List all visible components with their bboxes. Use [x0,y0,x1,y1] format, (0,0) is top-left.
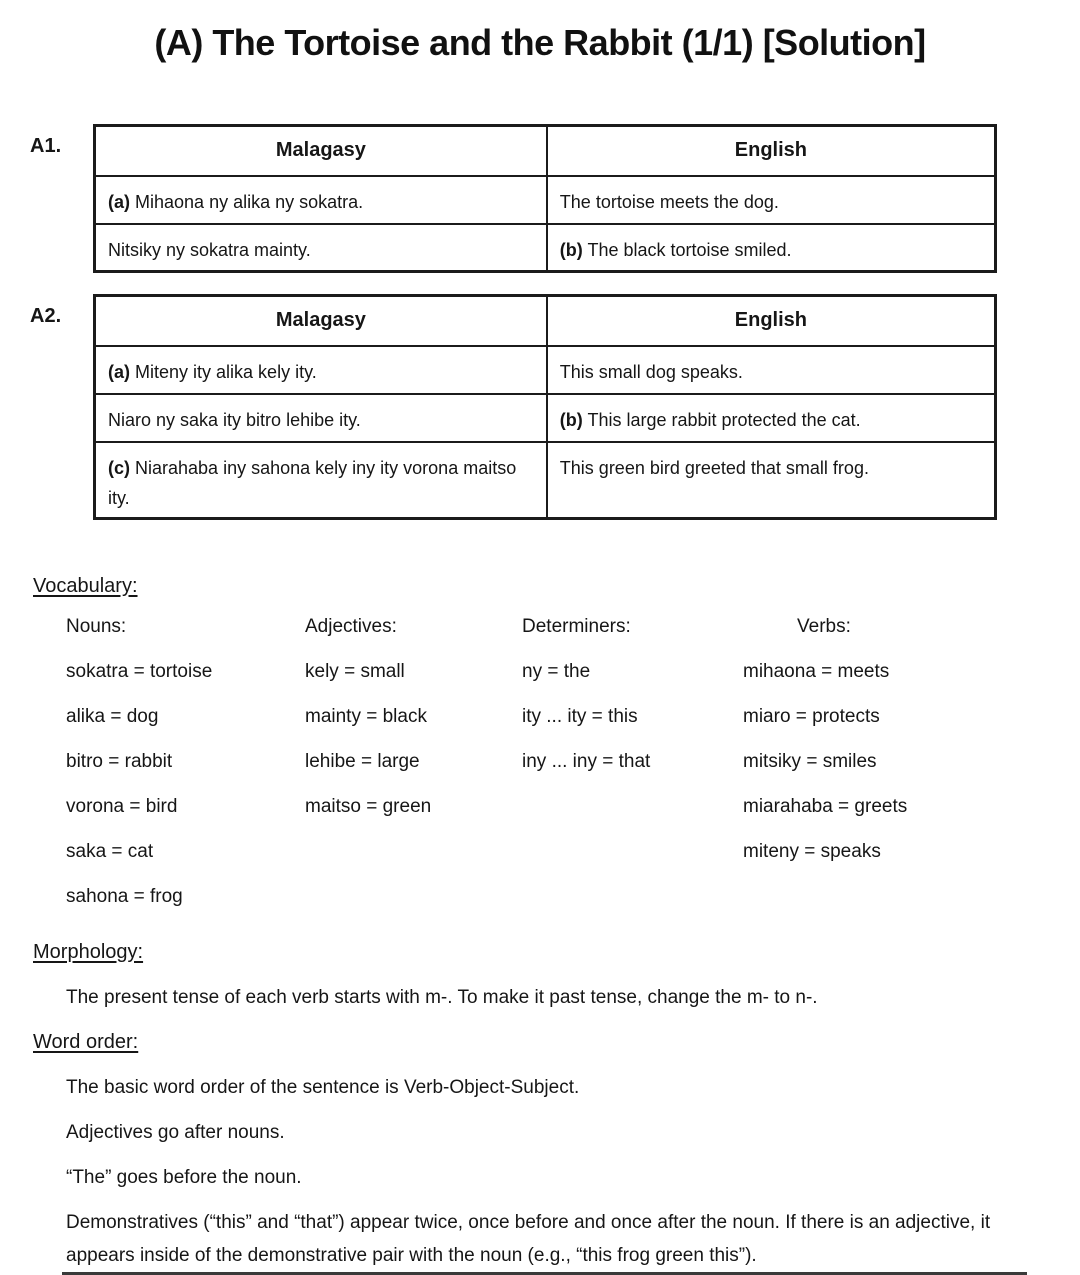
vocab-entry: vorona = bird [66,795,178,817]
word-order-section [0,1026,1080,1272]
column-header: Malagasy [95,126,547,176]
table-body [95,346,996,519]
table-header-row [95,126,996,176]
exercise-label: A2. [30,305,62,327]
table-cell-english [547,346,996,394]
sentence-text: Miteny ity alika kely ity. [135,361,317,382]
vocab-column [66,615,212,930]
word-order-note: Adjectives go after nouns. [66,1121,285,1143]
vocabulary-heading: Vocabulary: [33,574,138,597]
vocab-entry: miarahaba = greets [743,795,908,817]
exercise-tables [0,124,1080,520]
vocab-entry: miaro = protects [743,705,880,727]
table-row [95,176,996,224]
vocab-entry: alika = dog [66,705,159,727]
vocab-column [522,615,650,795]
table-head [95,296,996,346]
vocabulary-columns [0,615,1080,930]
word-order-note: The basic word order of the sentence is Verb-Object-Subject. [66,1076,580,1098]
sentence-text: This large rabbit protected the cat. [587,409,861,430]
translation-table [93,124,997,273]
vocab-entry: ny = the [522,660,591,682]
vocab-entry: iny ... iny = that [522,750,651,772]
table-head [95,126,996,176]
item-letter: (c) [108,457,130,478]
sentence-text: This small dog speaks. [559,361,743,382]
table-header-row [95,296,996,346]
vocab-entry: mihaona = meets [743,660,890,682]
column-header: English [547,126,996,176]
exercise-block [0,294,1080,520]
table-row [95,394,996,442]
morphology-heading: Morphology: [33,940,144,963]
word-order-note: “The” goes before the noun. [66,1166,302,1188]
vocab-entry: saka = cat [66,840,154,862]
word-order-note: Demonstratives (“this” and “that”) appear twice, once before and once after the noun. If there is an adjective, it appears inside of the demonstrative pair with the noun (e.g., “this frog green this”). [66,1211,991,1266]
page-title: (A) The Tortoise and the Rabbit (1/1) [Solution] [154,22,926,63]
vocab-column-title: Determiners: [522,615,631,637]
item-letter: (b) [559,239,583,260]
table-cell-english [547,176,996,224]
vocab-entry: kely = small [305,660,405,682]
table-cell-malagasy [95,346,547,394]
column-header: Malagasy [95,296,547,346]
morphology-note: The present tense of each verb starts with m-. To make it past tense, change the m- to n-. [66,986,818,1008]
table-cell-english [547,224,996,272]
table-row [95,224,996,272]
vocab-entry: mitsiky = smiles [743,750,877,772]
vocab-column [743,615,907,885]
sentence-text: Nitsiky ny sokatra mainty. [108,239,311,260]
table-row [95,346,996,394]
word-order-notes [0,1071,1080,1272]
item-letter: (a) [108,191,130,212]
exercise-label: A1. [30,135,62,157]
table-body [95,176,996,272]
table-cell-malagasy [95,176,547,224]
table-cell-english [547,394,996,442]
sentence-text: Mihaona ny alika ny sokatra. [135,191,364,212]
translation-table [93,294,997,520]
sentence-text: Niaro ny saka ity bitro lehibe ity. [108,409,361,430]
vocab-column-title: Nouns: [66,615,127,637]
column-header: English [547,296,996,346]
sentence-text: The black tortoise smiled. [587,239,792,260]
vocab-entry: sahona = frog [66,885,183,907]
sentence-text: This green bird greeted that small frog. [559,457,869,478]
vocabulary-section [0,570,1080,930]
word-order-heading: Word order: [33,1030,139,1053]
sentence-text: The tortoise meets the dog. [559,191,779,212]
table-cell-malagasy [95,394,547,442]
vocab-column [305,615,431,840]
vocab-column-title: Verbs: [797,615,851,637]
sentence-text: Niarahaba iny sahona kely iny ity vorona maitso ity. [108,457,517,508]
vocab-entry: miteny = speaks [743,840,881,862]
table-cell-malagasy [95,224,547,272]
item-letter: (a) [108,361,130,382]
vocab-column-title: Adjectives: [305,615,397,637]
item-letter: (b) [559,409,583,430]
morphology-section [0,936,1080,1014]
vocab-entry: sokatra = tortoise [66,660,213,682]
exercise-block [0,124,1080,273]
table-cell-malagasy [95,442,547,519]
vocab-entry: maitso = green [305,795,432,817]
vocab-entry: bitro = rabbit [66,750,173,772]
table-row [95,442,996,519]
vocab-entry: mainty = black [305,705,427,727]
vocab-entry: ity ... ity = this [522,705,638,727]
vocab-entry: lehibe = large [305,750,420,772]
table-cell-english [547,442,996,519]
